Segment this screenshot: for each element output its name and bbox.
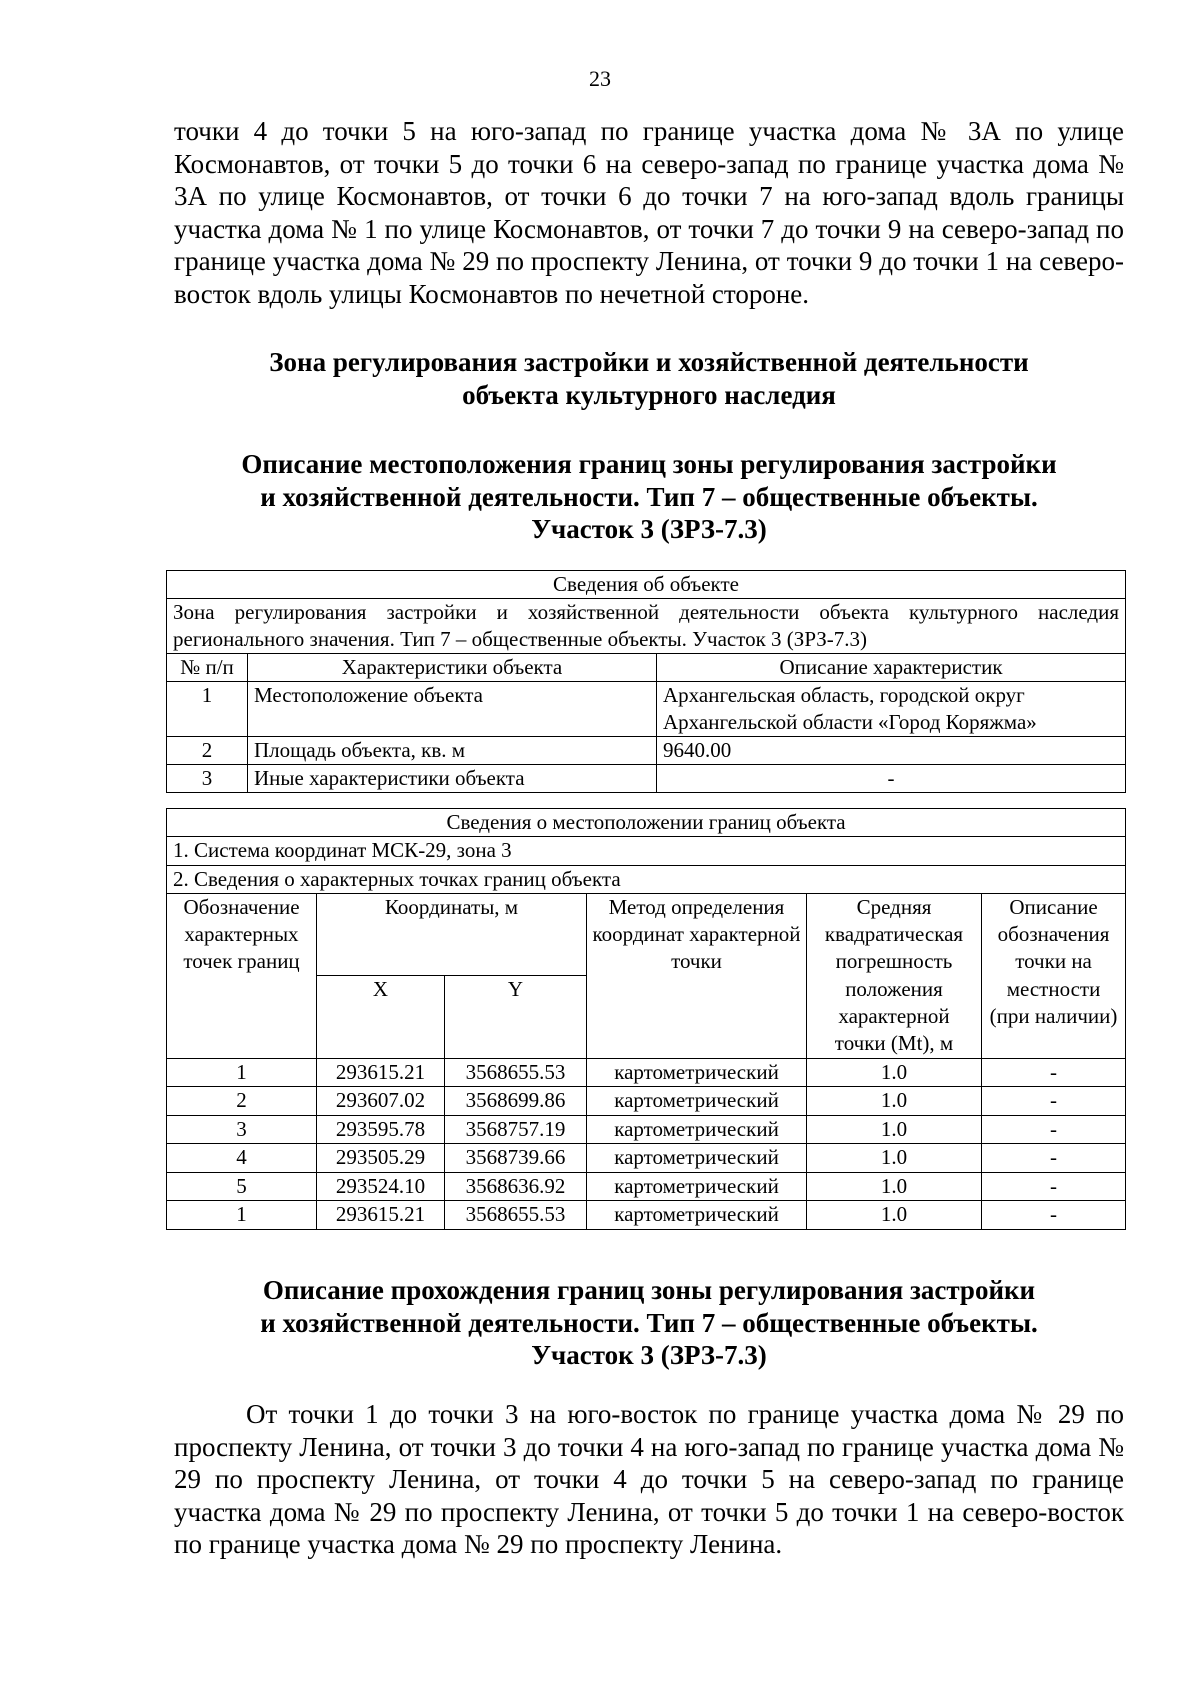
header-designation: Обозначение характерных точек границ: [167, 893, 317, 1058]
row-num: 1: [167, 682, 248, 737]
header-characteristic: Характеристики объекта: [248, 654, 657, 682]
point-method: картометрический: [587, 1058, 807, 1087]
passage-heading: [174, 1274, 1124, 1372]
point-id: 5: [167, 1172, 317, 1201]
passage-heading-line-3: Участок 3 (ЗРЗ-7.3): [531, 1340, 767, 1371]
boundary-table-header: [167, 893, 1126, 975]
table-row: [167, 1172, 1126, 1201]
point-id: 3: [167, 1115, 317, 1144]
object-info-table: [166, 570, 1126, 793]
point-description: -: [982, 1115, 1126, 1144]
point-description: -: [982, 1172, 1126, 1201]
table-row: [167, 682, 1126, 737]
coordinate-system: 1. Система координат МСК-29, зона 3: [167, 837, 1126, 865]
header-description: Описание характеристик: [657, 654, 1126, 682]
passage-heading-line-1: Описание прохождения границ зоны регулирования застройки: [262, 1275, 1036, 1305]
passage-paragraph: От точки 1 до точки 3 на юго-восток по границе участка дома № 29 по проспекту Ленина, от точки 3 до точки 4 на юго-запад по границе участка дома № 29 по проспекту Ленина, от точки 4 до точки 5 на северо-запад по границе участка дома № 29 по проспекту Ленина, от точки 5 до точки 1 на северо-восток по границе участка дома № 29 по проспекту Ленина.: [174, 1399, 1124, 1560]
row-description: Архангельская область, городской округ Архангельской области «Город Коряжма»: [657, 682, 1126, 737]
table-row: [167, 1058, 1126, 1087]
point-error: 1.0: [807, 1058, 982, 1087]
point-y: 3568757.19: [445, 1115, 587, 1144]
point-error: 1.0: [807, 1144, 982, 1173]
row-characteristic: Иные характеристики объекта: [248, 765, 657, 793]
location-heading: [174, 448, 1124, 546]
header-y: Y: [445, 976, 587, 1058]
table-row: [167, 1115, 1126, 1144]
point-y: 3568739.66: [445, 1144, 587, 1173]
point-id: 1: [167, 1058, 317, 1087]
passage-heading-line-2: и хозяйственной деятельности. Тип 7 – общественные объекты.: [260, 1307, 1038, 1338]
object-name: Зона регулирования застройки и хозяйственной деятельности объекта культурного наследия регионального значения. Тип 7 – общественные объекты. Участок 3 (ЗРЗ-7.3): [167, 599, 1126, 654]
header-method: Метод определения координат характерной точки: [587, 893, 807, 1058]
boundary-points-table: [166, 808, 1126, 1230]
table-row: [167, 1144, 1126, 1173]
point-description: -: [982, 1087, 1126, 1116]
point-y: 3568636.92: [445, 1172, 587, 1201]
location-heading-line-1: Описание местоположения границ зоны регулирования застройки: [241, 449, 1057, 479]
point-id: 4: [167, 1144, 317, 1173]
point-y: 3568655.53: [445, 1058, 587, 1087]
zone-heading-line-2: объекта культурного наследия: [462, 379, 836, 410]
table-row: [167, 1087, 1126, 1116]
row-description: 9640.00: [657, 737, 1126, 765]
header-point-description: Описание обозначения точки на местности (при наличии): [982, 893, 1126, 1058]
zone-heading-line-1: Зона регулирования застройки и хозяйственной деятельности: [269, 347, 1029, 377]
point-method: картометрический: [587, 1087, 807, 1116]
point-error: 1.0: [807, 1201, 982, 1230]
point-y: 3568655.53: [445, 1201, 587, 1230]
point-x: 293615.21: [317, 1058, 445, 1087]
page-number: 23: [589, 66, 611, 91]
point-id: 1: [167, 1201, 317, 1230]
location-heading-line-3: Участок 3 (ЗРЗ-7.3): [531, 514, 767, 545]
point-method: картометрический: [587, 1115, 807, 1144]
header-coordinates: Координаты, м: [317, 893, 587, 975]
point-x: 293524.10: [317, 1172, 445, 1201]
point-y: 3568699.86: [445, 1087, 587, 1116]
point-error: 1.0: [807, 1087, 982, 1116]
row-num: 3: [167, 765, 248, 793]
object-table-title: Сведения об объекте: [167, 571, 1126, 599]
point-method: картометрический: [587, 1144, 807, 1173]
table-row: [167, 1201, 1126, 1230]
table-row: [167, 765, 1126, 793]
row-characteristic: Площадь объекта, кв. м: [248, 737, 657, 765]
zone-heading: [174, 346, 1124, 411]
point-x: 293607.02: [317, 1087, 445, 1116]
header-error: Средняя квадратическая погрешность положения характерной точки (Mt), м: [807, 893, 982, 1058]
point-method: картометрический: [587, 1201, 807, 1230]
object-table-header: [167, 654, 1126, 682]
point-description: -: [982, 1058, 1126, 1087]
header-num: № п/п: [167, 654, 248, 682]
point-error: 1.0: [807, 1115, 982, 1144]
intro-paragraph: точки 4 до точки 5 на юго-запад по границе участка дома № 3А по улице Космонавтов, от точки 5 до точки 6 на северо-запад по границе участка дома № 3А по улице Космонавтов, от точки 6 до точки 7 на юго-запад вдоль границы участка дома № 1 по улице Космонавтов, от точки 7 до точки 9 на северо-запад по границе участка дома № 29 по проспекту Ленина, от точки 9 до точки 1 на северо-восток вдоль улицы Космонавтов по нечетной стороне.: [174, 116, 1124, 309]
point-description: -: [982, 1201, 1126, 1230]
table-row: [167, 737, 1126, 765]
point-description: -: [982, 1144, 1126, 1173]
location-heading-line-2: и хозяйственной деятельности. Тип 7 – общественные объекты.: [260, 481, 1038, 512]
header-x: X: [317, 976, 445, 1058]
point-x: 293505.29: [317, 1144, 445, 1173]
points-section-title: 2. Сведения о характерных точках границ объекта: [167, 865, 1126, 893]
row-description: -: [657, 765, 1126, 793]
point-method: картометрический: [587, 1172, 807, 1201]
point-id: 2: [167, 1087, 317, 1116]
point-error: 1.0: [807, 1172, 982, 1201]
row-characteristic: Местоположение объекта: [248, 682, 657, 737]
boundary-table-title: Сведения о местоположении границ объекта: [167, 809, 1126, 837]
point-x: 293615.21: [317, 1201, 445, 1230]
point-x: 293595.78: [317, 1115, 445, 1144]
row-num: 2: [167, 737, 248, 765]
